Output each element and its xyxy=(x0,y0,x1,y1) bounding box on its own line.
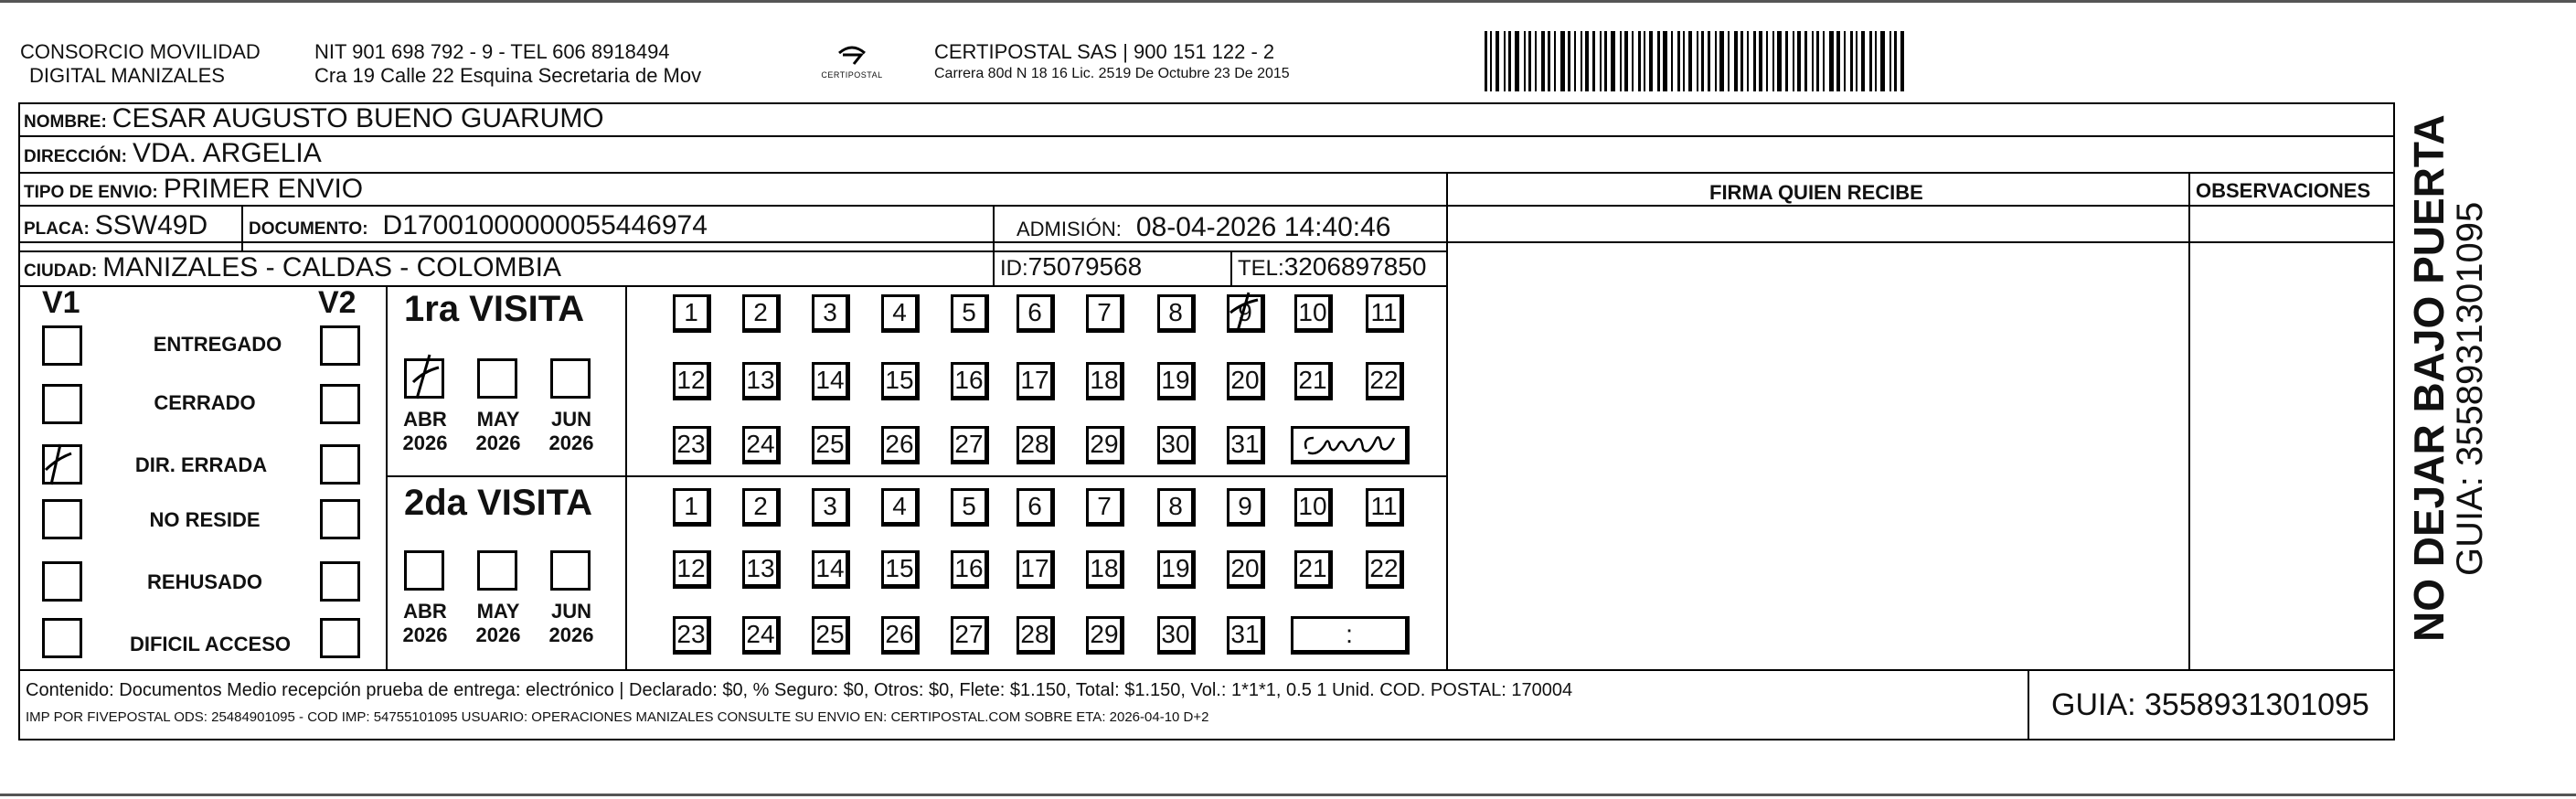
tel-label: TEL: xyxy=(1238,256,1284,281)
v1-cerrado-checkbox[interactable] xyxy=(42,384,82,424)
v2-dir-errada-checkbox[interactable] xyxy=(320,444,360,485)
divider xyxy=(993,250,995,285)
first-visit-day-15[interactable]: 15 xyxy=(881,362,920,400)
second-visit-day-13[interactable]: 13 xyxy=(742,550,781,589)
ciudad-label: CIUDAD: xyxy=(24,261,98,281)
status-dir-errada: DIR. ERRADA xyxy=(134,453,268,476)
year: 2026 xyxy=(548,431,594,454)
company-contact xyxy=(314,40,701,88)
second-visit-day-9[interactable]: 9 xyxy=(1227,488,1265,527)
second-visit-day-20[interactable]: 20 xyxy=(1227,550,1265,589)
tel-row xyxy=(1238,252,1426,282)
direccion-label: DIRECCIÓN: xyxy=(24,147,127,166)
first-visit-day-3[interactable]: 3 xyxy=(812,294,850,333)
divider xyxy=(2188,172,2190,669)
direccion-row xyxy=(24,138,322,169)
nombre-label: NOMBRE: xyxy=(24,112,107,132)
id-label: ID: xyxy=(1000,256,1028,281)
first-visit-day-31[interactable]: 31 xyxy=(1227,426,1265,464)
status-no-reside: NO RESIDE xyxy=(149,508,261,531)
admision-row xyxy=(1017,212,1390,243)
first-visit-day-30[interactable]: 30 xyxy=(1157,426,1196,464)
second-visit-day-28[interactable]: 28 xyxy=(1017,616,1055,655)
divider xyxy=(18,669,2395,671)
first-visit-day-10[interactable]: 10 xyxy=(1294,294,1333,333)
first-visit-day-8[interactable]: 8 xyxy=(1157,294,1196,333)
first-visit-month-label xyxy=(539,408,603,455)
first-visit-day-28[interactable]: 28 xyxy=(1017,426,1055,464)
second-visit-day-12[interactable]: 12 xyxy=(673,550,711,589)
second-visit-title: 2da VISITA xyxy=(404,483,592,523)
second-visit-month-label xyxy=(393,600,457,647)
documento-row xyxy=(249,210,708,241)
second-visit-day-3[interactable]: 3 xyxy=(812,488,850,527)
firma-header: FIRMA QUIEN RECIBE xyxy=(1709,181,1923,204)
admision-label: ADMISIÓN: xyxy=(1017,218,1122,240)
documento-label: DOCUMENTO: xyxy=(249,219,368,239)
month-jun: JUN xyxy=(550,408,591,431)
second-visit-day-2[interactable]: 2 xyxy=(742,488,781,527)
first-visit-time-box[interactable] xyxy=(1291,426,1410,464)
first-visit-day-27[interactable]: 27 xyxy=(951,426,989,464)
first-visit-month-label xyxy=(393,408,457,455)
tel-value: 3206897850 xyxy=(1283,252,1427,281)
placa-value: SSW49D xyxy=(94,210,208,240)
first-visit-month-jun-checkbox[interactable] xyxy=(550,358,591,399)
first-visit-day-22[interactable]: 22 xyxy=(1366,362,1404,400)
admision-value: 08-04-2026 14:40:46 xyxy=(1135,212,1391,242)
first-visit-day-29[interactable]: 29 xyxy=(1086,426,1124,464)
v1-no-reside-checkbox[interactable] xyxy=(42,499,82,539)
courier-line-2: Carrera 80d N 18 16 Lic. 2519 De Octubre 23 De 2015 xyxy=(934,66,1290,81)
nit-line: NIT 901 698 792 - 9 - TEL 606 8918494 xyxy=(314,40,670,63)
status-cerrado: CERRADO xyxy=(154,391,256,414)
second-visit-day-24[interactable]: 24 xyxy=(742,616,781,655)
checkmark-icon xyxy=(1225,289,1265,333)
first-visit-day-7[interactable]: 7 xyxy=(1086,294,1124,333)
first-visit-day-21[interactable]: 21 xyxy=(1294,362,1333,400)
first-visit-day-13[interactable]: 13 xyxy=(742,362,781,400)
imp-line: IMP POR FIVEPOSTAL ODS: 25484901095 - COD IMP: 54755101095 USUARIO: OPERACIONES MANIZALES CONSULTE SU ENVIO EN: CERTIPOSTAL.COM SOBRE ETA: 2026-04-10 D+2 xyxy=(26,709,1209,725)
second-visit-day-17[interactable]: 17 xyxy=(1017,550,1055,589)
divider xyxy=(18,172,2395,174)
id-row xyxy=(1000,252,1142,282)
first-visit-day-2[interactable]: 2 xyxy=(742,294,781,333)
second-visit-day-21[interactable]: 21 xyxy=(1294,550,1333,589)
divider xyxy=(18,135,2395,137)
placa-label: PLACA: xyxy=(24,219,90,239)
first-visit-day-1[interactable]: 1 xyxy=(673,294,711,333)
first-visit-day-11[interactable]: 11 xyxy=(1366,294,1404,333)
courier-logo-text: CERTIPOSTAL xyxy=(821,70,883,80)
scan-edge-line xyxy=(0,0,2576,3)
divider xyxy=(993,207,995,250)
second-visit-day-10[interactable]: 10 xyxy=(1294,488,1333,527)
first-visit-day-12[interactable]: 12 xyxy=(673,362,711,400)
divider xyxy=(18,285,1448,287)
second-visit-month-label xyxy=(466,600,530,647)
address-line: Cra 19 Calle 22 Esquina Secretaria de Mov xyxy=(314,64,702,87)
first-visit-day-14[interactable]: 14 xyxy=(812,362,850,400)
signature-area[interactable] xyxy=(1450,207,2187,667)
first-visit-day-19[interactable]: 19 xyxy=(1157,362,1196,400)
v2-header: V2 xyxy=(318,285,357,320)
tipo-envio-row xyxy=(24,174,363,205)
month-jun: JUN xyxy=(550,600,591,623)
first-visit-day-16[interactable]: 16 xyxy=(951,362,989,400)
observations-area[interactable] xyxy=(2192,207,2391,667)
first-visit-title: 1ra VISITA xyxy=(404,289,585,329)
first-visit-day-18[interactable]: 18 xyxy=(1086,362,1124,400)
second-visit-day-8[interactable]: 8 xyxy=(1157,488,1196,527)
status-dificil-acceso: DIFICIL ACCESO xyxy=(129,633,291,655)
courier-line-1: CERTIPOSTAL SAS | 900 151 122 - 2 xyxy=(934,40,1275,63)
second-visit-day-15[interactable]: 15 xyxy=(881,550,920,589)
second-visit-day-18[interactable]: 18 xyxy=(1086,550,1124,589)
first-visit-day-17[interactable]: 17 xyxy=(1017,362,1055,400)
first-visit-day-4[interactable]: 4 xyxy=(881,294,920,333)
v2-dificil-acceso-checkbox[interactable] xyxy=(320,618,360,658)
v1-rehusado-checkbox[interactable] xyxy=(42,561,82,602)
first-visit-month-may-checkbox[interactable] xyxy=(477,358,517,399)
v2-entregado-checkbox[interactable] xyxy=(320,325,360,366)
direccion-value: VDA. ARGELIA xyxy=(132,138,322,168)
second-visit-day-7[interactable]: 7 xyxy=(1086,488,1124,527)
second-visit-day-14[interactable]: 14 xyxy=(812,550,850,589)
divider xyxy=(386,285,388,669)
company-name xyxy=(20,40,261,88)
second-visit-month-may-checkbox[interactable] xyxy=(477,550,517,591)
v2-no-reside-checkbox[interactable] xyxy=(320,499,360,539)
first-visit-day-6[interactable]: 6 xyxy=(1017,294,1055,333)
second-visit-day-4[interactable]: 4 xyxy=(881,488,920,527)
divider xyxy=(1230,250,1232,285)
v1-header: V1 xyxy=(42,285,80,320)
checkmark-icon xyxy=(410,351,446,402)
nombre-value: CESAR AUGUSTO BUENO GUARUMO xyxy=(112,103,604,133)
divider xyxy=(2028,669,2029,740)
divider xyxy=(625,285,627,669)
month-abr: ABR xyxy=(403,600,447,623)
second-visit-day-22[interactable]: 22 xyxy=(1366,550,1404,589)
barcode xyxy=(1485,31,2216,91)
first-visit-day-23[interactable]: 23 xyxy=(673,426,711,464)
second-visit-day-11[interactable]: 11 xyxy=(1366,488,1404,527)
scan-edge-line xyxy=(0,794,2576,796)
nombre-row xyxy=(24,103,604,134)
second-visit-day-26[interactable]: 26 xyxy=(881,616,920,655)
observaciones-header: OBSERVACIONES xyxy=(2196,179,2371,202)
first-visit-day-25[interactable]: 25 xyxy=(812,426,850,464)
courier-logo-icon xyxy=(834,42,870,66)
ciudad-row xyxy=(24,252,561,283)
id-value: 75079568 xyxy=(1027,252,1143,281)
divider xyxy=(1446,172,1448,669)
company-line-1: CONSORCIO MOVILIDAD xyxy=(20,40,261,63)
divider xyxy=(241,207,243,250)
v1-dificil-acceso-checkbox[interactable] xyxy=(42,618,82,658)
second-visit-day-5[interactable]: 5 xyxy=(951,488,989,527)
year: 2026 xyxy=(475,431,521,454)
tipo-envio-value: PRIMER ENVIO xyxy=(163,174,364,204)
status-rehusado: REHUSADO xyxy=(147,570,262,593)
second-visit-month-jun-checkbox[interactable] xyxy=(550,550,591,591)
year: 2026 xyxy=(402,431,448,454)
ciudad-value: MANIZALES - CALDAS - COLOMBIA xyxy=(102,252,561,282)
second-visit-month-label xyxy=(539,600,603,647)
courier-info xyxy=(934,40,1290,84)
divider xyxy=(386,475,1448,477)
company-line-2: DIGITAL MANIZALES xyxy=(29,64,225,87)
documento-value: D17001000000055446974 xyxy=(382,210,708,240)
first-visit-month-label xyxy=(466,408,530,455)
second-visit-day-6[interactable]: 6 xyxy=(1017,488,1055,527)
year: 2026 xyxy=(548,623,594,646)
second-visit-day-1[interactable]: 1 xyxy=(673,488,711,527)
checkmark-icon xyxy=(40,433,95,488)
v1-entregado-checkbox[interactable] xyxy=(42,325,82,366)
second-visit-day-23[interactable]: 23 xyxy=(673,616,711,655)
year: 2026 xyxy=(402,623,448,646)
status-entregado: ENTREGADO xyxy=(153,333,282,356)
second-visit-month-abr-checkbox[interactable] xyxy=(404,550,444,591)
second-visit-day-29[interactable]: 29 xyxy=(1086,616,1124,655)
second-visit-day-25[interactable]: 25 xyxy=(812,616,850,655)
footer-guia: GUIA: 3558931301095 xyxy=(2051,687,2369,722)
second-visit-day-31[interactable]: 31 xyxy=(1227,616,1265,655)
warning-no-dejar-bajo-puerta: NO DEJAR BAJO PUERTA xyxy=(2405,114,2453,642)
contenido-line: Contenido: Documentos Medio recepción prueba de entrega: electrónico | Declarado: $0, % Seguro: $0, Otros: $0, Flete: $1.150, Total: $1.150, Vol.: 1*1*1, 0.5 1 Unid. COD. POSTAL: 170004 xyxy=(26,680,1573,700)
handwritten-time-icon xyxy=(1299,429,1400,460)
first-visit-day-5[interactable]: 5 xyxy=(951,294,989,333)
v2-rehusado-checkbox[interactable] xyxy=(320,561,360,602)
second-visit-time-box[interactable]: : xyxy=(1291,616,1410,655)
second-visit-day-19[interactable]: 19 xyxy=(1157,550,1196,589)
side-guia: GUIA: 3558931301095 xyxy=(2450,201,2490,576)
first-visit-day-20[interactable]: 20 xyxy=(1227,362,1265,400)
month-abr: ABR xyxy=(403,408,447,431)
month-may: MAY xyxy=(476,600,520,623)
barcode-gap xyxy=(1904,31,1909,91)
year: 2026 xyxy=(475,623,521,646)
placa-row xyxy=(24,210,208,241)
second-visit-day-27[interactable]: 27 xyxy=(951,616,989,655)
first-visit-day-24[interactable]: 24 xyxy=(742,426,781,464)
tipo-envio-label: TIPO DE ENVIO: xyxy=(24,183,158,202)
month-may: MAY xyxy=(476,408,520,431)
second-visit-day-16[interactable]: 16 xyxy=(951,550,989,589)
second-visit-day-30[interactable]: 30 xyxy=(1157,616,1196,655)
first-visit-day-9[interactable]: 9 xyxy=(1227,294,1265,333)
v2-cerrado-checkbox[interactable] xyxy=(320,384,360,424)
courier-logo xyxy=(815,42,889,80)
first-visit-day-26[interactable]: 26 xyxy=(881,426,920,464)
